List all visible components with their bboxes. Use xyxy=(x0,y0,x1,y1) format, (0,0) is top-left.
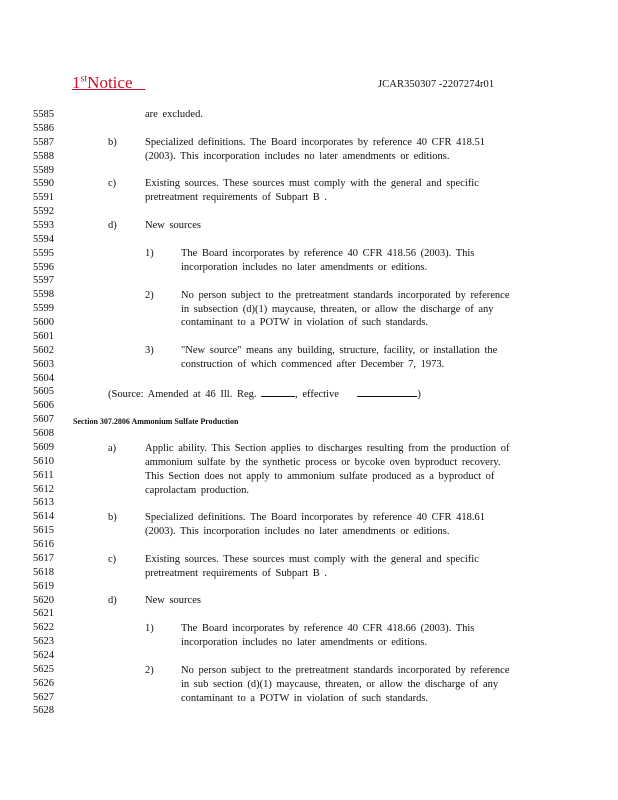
item-label: 3) xyxy=(145,345,154,356)
notice-label: 1stNotice xyxy=(72,73,133,92)
line-number: 5586 xyxy=(33,122,54,134)
line-number: 5618 xyxy=(33,566,54,578)
body-line: (2003). This incorporation includes no later amendments or editions. xyxy=(145,526,450,537)
source-note: (Source: Amended at 46 Ill. Reg. , effective ) xyxy=(108,389,421,400)
body-line: Existing sources. These sources must comply with the general and specific xyxy=(145,554,479,565)
item-label: b) xyxy=(108,137,117,148)
body-line: The Board incorporates by reference 40 CFR 418.56 (2003). This xyxy=(181,248,475,259)
body-line: (2003). This incorporation includes no later amendments or editions. xyxy=(145,151,450,162)
body-line: New sources xyxy=(145,595,201,606)
line-number: 5623 xyxy=(33,636,54,648)
item-label: a) xyxy=(108,443,117,454)
line-number: 5591 xyxy=(33,192,54,204)
item-label: c) xyxy=(108,178,117,189)
line-number: 5601 xyxy=(33,330,54,342)
line-number: 5600 xyxy=(33,317,54,328)
body-line: construction of which commenced after December 7, 1973. xyxy=(181,359,445,370)
body-line: Specialized definitions. The Board incorporates by reference 40 CFR 418.51 xyxy=(145,137,486,148)
effective-date-blank xyxy=(357,387,417,397)
body-line: Specialized definitions. The Board incorporates by reference 40 CFR 418.61 xyxy=(145,512,486,523)
line-number: 5612 xyxy=(33,483,54,495)
body-line: "New source" means any building, structure, facility, or installation the xyxy=(181,345,498,356)
line-number: 5593 xyxy=(33,220,54,231)
item-label: c) xyxy=(108,554,117,565)
body-line: No person subject to the pretreatment standards incorporated by reference xyxy=(181,290,510,301)
line-number: 5613 xyxy=(33,497,54,509)
line-number: 5608 xyxy=(33,428,54,439)
line-number: 5621 xyxy=(33,608,54,620)
line-number: 5603 xyxy=(33,358,54,370)
body-line: are excluded. xyxy=(145,109,203,120)
body-line: contaminant to a POTW in violation of such standards. xyxy=(181,693,429,704)
line-number: 5624 xyxy=(33,649,54,661)
line-number: 5605 xyxy=(33,386,54,398)
body-line: Applic ability. This Section applies to discharges resulting from the production of xyxy=(145,443,510,454)
reg-volume-blank xyxy=(261,387,295,397)
body-line: contaminant to a POTW in violation of such standards. xyxy=(181,317,429,328)
item-label: b) xyxy=(108,512,117,523)
body-line: This Section does not apply to ammonium sulfate produced as a byproduct of xyxy=(145,471,495,482)
line-number: 5622 xyxy=(33,622,54,634)
line-number: 5620 xyxy=(33,594,54,606)
line-number: 5587 xyxy=(33,136,54,148)
line-number: 5617 xyxy=(33,552,54,564)
line-number: 5606 xyxy=(33,400,54,412)
line-number: 5592 xyxy=(33,206,54,218)
line-number: 5599 xyxy=(33,303,54,315)
body-line: caprolactam production. xyxy=(145,485,250,496)
body-line: in subsection (d)(1) maycause, threaten, or allow the discharge of any xyxy=(181,304,494,315)
item-label: 1) xyxy=(145,248,154,259)
section-heading: Section 307.2806 Ammonium Sulfate Production xyxy=(73,417,239,426)
line-number: 5588 xyxy=(33,150,54,162)
item-label: 1) xyxy=(145,623,154,634)
item-label: d) xyxy=(108,220,117,231)
body-line: incorporation includes no later amendments or editions. xyxy=(181,637,428,648)
line-number: 5604 xyxy=(33,372,54,384)
line-number: 5607 xyxy=(33,414,54,426)
line-number: 5598 xyxy=(33,289,54,301)
line-number: 5602 xyxy=(33,344,54,356)
line-number: 5616 xyxy=(33,539,54,550)
body-line: No person subject to the pretreatment standards incorporated by reference xyxy=(181,665,510,676)
body-line: pretreatment requirements of Subpart B . xyxy=(145,192,328,203)
line-number: 5619 xyxy=(33,580,54,592)
body-line: New sources xyxy=(145,220,201,231)
line-number: 5628 xyxy=(33,705,54,717)
line-number: 5625 xyxy=(33,663,54,675)
line-number: 5597 xyxy=(33,275,54,287)
body-line: ammonium sulfate by the synthetic process or bycoke oven byproduct recovery. xyxy=(145,457,501,468)
line-number: 5627 xyxy=(33,691,54,703)
body-line: pretreatment requirements of Subpart B . xyxy=(145,568,328,579)
item-label: 2) xyxy=(145,290,154,301)
line-number: 5610 xyxy=(33,455,54,467)
document-id: JCAR350307 -2207274r01 xyxy=(378,79,495,90)
line-number: 5614 xyxy=(33,511,54,523)
body-line: The Board incorporates by reference 40 CFR 418.66 (2003). This xyxy=(181,623,475,634)
body-line: Existing sources. These sources must comply with the general and specific xyxy=(145,178,479,189)
body-line: in sub section (d)(1) maycause, threaten, or allow the discharge of any xyxy=(181,679,499,690)
item-label: d) xyxy=(108,595,117,606)
line-number: 5585 xyxy=(33,109,54,120)
line-number: 5596 xyxy=(33,261,54,273)
line-number: 5615 xyxy=(33,525,54,537)
line-number: 5609 xyxy=(33,441,54,453)
line-number: 5611 xyxy=(33,469,54,481)
line-number: 5626 xyxy=(33,677,54,689)
line-number: 5589 xyxy=(33,164,54,176)
line-number: 5590 xyxy=(33,178,54,190)
line-number: 5594 xyxy=(33,233,54,245)
line-number: 5595 xyxy=(33,247,54,259)
item-label: 2) xyxy=(145,665,154,676)
body-line: incorporation includes no later amendments or editions. xyxy=(181,262,428,273)
